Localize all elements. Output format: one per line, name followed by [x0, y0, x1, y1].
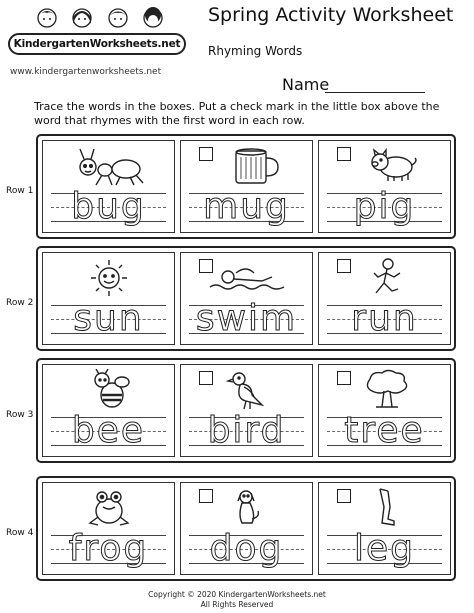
worksheet-subtitle: Rhyming Words: [208, 44, 303, 58]
site-logo: [8, 6, 186, 62]
rights-text: All Rights Reserved: [200, 599, 274, 609]
trace-word[interactable]: leg: [353, 528, 415, 569]
pig-icon: [344, 145, 426, 187]
word-cell: [318, 482, 451, 575]
row-label: Row 2: [6, 298, 34, 308]
trace-word[interactable]: frog: [68, 528, 149, 569]
trace-word[interactable]: run: [351, 298, 418, 339]
ant-icon: [68, 145, 150, 187]
instructions: Trace the words in the boxes. Put a check mark in the little box above the word that rhymes with the first word in each row.: [34, 100, 440, 127]
tree-icon: [344, 369, 426, 411]
name-line[interactable]: [325, 92, 425, 93]
row-label: Row 1: [6, 186, 34, 196]
footer: [0, 590, 474, 609]
trace-word[interactable]: mug: [203, 186, 290, 227]
trace-word[interactable]: bird: [207, 410, 286, 451]
row-label: Row 3: [6, 410, 34, 420]
trace-word[interactable]: bug: [71, 186, 146, 227]
trace-word[interactable]: bee: [71, 410, 146, 451]
trace-word[interactable]: pig: [353, 186, 416, 227]
word-cell: [42, 252, 175, 345]
word-cell: [42, 140, 175, 233]
trace-word[interactable]: swim: [195, 298, 298, 339]
name-label: Name: [282, 75, 330, 94]
row-card: [36, 476, 456, 581]
word-cell: [318, 140, 451, 233]
mug-icon: [206, 145, 288, 187]
word-cell: [42, 482, 175, 575]
word-cell: [318, 364, 451, 457]
row-card: [36, 134, 456, 239]
trace-word[interactable]: sun: [73, 298, 144, 339]
trace-word[interactable]: dog: [209, 528, 284, 569]
trace-word[interactable]: tree: [344, 410, 425, 451]
row-label: Row 4: [6, 528, 34, 538]
logo-wordmark: KindergartenWorksheets.net: [8, 33, 186, 55]
bee-icon: [68, 369, 150, 411]
copyright-text: Copyright © 2020 KindergartenWorksheets.net: [148, 590, 326, 599]
word-cell: [180, 252, 313, 345]
word-cell: [180, 140, 313, 233]
row-card: [36, 358, 456, 463]
swimmer-icon: [206, 257, 288, 299]
worksheet-title: Spring Activity Worksheet: [208, 4, 454, 26]
bird-icon: [206, 369, 288, 411]
runner-icon: [344, 257, 426, 299]
row-card: [36, 246, 456, 351]
word-cell: [318, 252, 451, 345]
word-cell: [180, 364, 313, 457]
leg-icon: [344, 487, 426, 529]
dog-icon: [206, 487, 288, 529]
word-cell: [42, 364, 175, 457]
frog-icon: [68, 487, 150, 529]
word-cell: [180, 482, 313, 575]
site-url[interactable]: www.kindergartenworksheets.net: [10, 67, 162, 77]
kids-icon: [30, 6, 170, 32]
sun-icon: [68, 257, 150, 299]
